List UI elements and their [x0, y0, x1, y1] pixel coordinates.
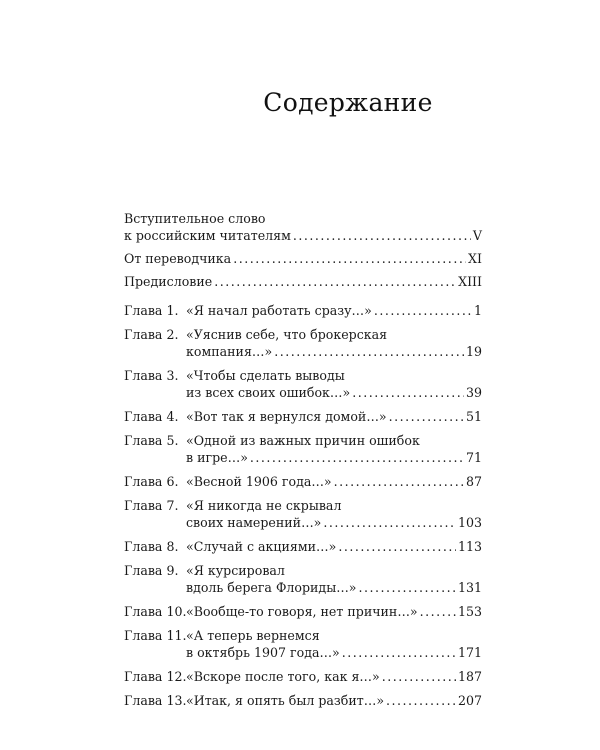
page-number: 87 [465, 474, 482, 489]
front-matter-line [124, 250, 482, 267]
chapter-title-text: вдоль берега Флориды…» [186, 580, 357, 595]
front-matter-title-text: Предисловие [124, 274, 213, 289]
chapter-line [124, 514, 482, 531]
chapter-title-text: «Я курсировал [186, 563, 285, 578]
chapter-title-text: компания…» [186, 344, 273, 359]
page-number: 207 [457, 693, 482, 708]
chapter-label: Глава 6. [124, 474, 179, 489]
chapter-label: Глава 12. [124, 669, 187, 684]
chapter-label: Глава 9. [124, 563, 179, 578]
chapter-title-text: «Я никогда не скрывал [186, 498, 342, 513]
chapter-title-text: «Чтобы сделать выводы [186, 368, 345, 383]
chapter-label: Глава 11. [124, 628, 187, 643]
chapter-label: Глава 5. [124, 433, 179, 448]
leader-dots [274, 343, 464, 360]
front-matter-entry[interactable] [124, 273, 482, 290]
page-number: 71 [465, 450, 482, 465]
front-matter-line [124, 273, 482, 290]
front-matter-entry[interactable] [124, 250, 482, 267]
page-title: Содержание [263, 88, 433, 117]
leader-dots [352, 384, 464, 401]
front-matter-title-text: От переводчика [124, 251, 232, 266]
leader-dots [420, 603, 456, 620]
chapter-entry[interactable] [124, 538, 482, 555]
chapter-title-text: «Вскоре после того, как я…» [186, 669, 380, 684]
front-matter-title-text: к российским читателям [124, 228, 291, 243]
chapter-line [124, 343, 482, 360]
leader-dots [214, 273, 456, 290]
leader-dots [359, 579, 456, 596]
chapter-list [124, 302, 482, 716]
chapter-title-text: в игре…» [186, 450, 248, 465]
page-number: 19 [465, 344, 482, 359]
chapter-title-text: «Уяснив себе, что брокерская [186, 327, 388, 342]
leader-dots [334, 473, 464, 490]
page-number: 103 [457, 515, 482, 530]
leader-dots [233, 250, 466, 267]
leader-dots [342, 644, 456, 661]
chapter-entry[interactable] [124, 302, 482, 319]
chapter-entry[interactable] [124, 326, 482, 360]
leader-dots [323, 514, 456, 531]
chapter-entry[interactable] [124, 408, 482, 425]
chapter-entry[interactable] [124, 497, 482, 531]
chapter-entry[interactable] [124, 603, 482, 620]
page-number: 51 [465, 409, 482, 424]
chapter-label: Глава 1. [124, 303, 179, 318]
leader-dots [338, 538, 456, 555]
chapter-entry[interactable] [124, 473, 482, 490]
chapter-entry[interactable] [124, 367, 482, 401]
chapter-title-text: в октябрь 1907 года…» [186, 645, 340, 660]
chapter-title-text: «А теперь вернемся [186, 628, 320, 643]
chapter-title-text: «Я начал работать сразу…» [186, 303, 372, 318]
chapter-title-text: из всех своих ошибок…» [186, 385, 351, 400]
chapter-line [124, 579, 482, 596]
chapter-line [124, 384, 482, 401]
chapter-label: Глава 3. [124, 368, 179, 383]
page-number: 113 [457, 539, 482, 554]
leader-dots [250, 449, 464, 466]
page-number: XIII [458, 274, 482, 289]
chapter-label: Глава 7. [124, 498, 179, 513]
page-number: 187 [457, 669, 482, 684]
chapter-title-text: «Вообще-то говоря, нет причин…» [186, 604, 418, 619]
chapter-title-text: «Случай с акциями…» [186, 539, 337, 554]
front-matter-entry[interactable] [124, 210, 482, 244]
front-matter-line [124, 210, 482, 227]
chapter-line [124, 449, 482, 466]
chapter-label: Глава 10. [124, 604, 187, 619]
front-matter-title-text: Вступительное слово [124, 211, 266, 226]
chapter-line [124, 644, 482, 661]
chapter-entry[interactable] [124, 668, 482, 685]
chapter-entry[interactable] [124, 627, 482, 661]
chapter-label: Глава 2. [124, 327, 179, 342]
page-number: V [472, 228, 482, 243]
page-number: 39 [465, 385, 482, 400]
page-number: 171 [457, 645, 482, 660]
front-matter-line [124, 227, 482, 244]
chapter-title-text: «Весной 1906 года…» [186, 474, 332, 489]
front-matter-list [124, 210, 482, 296]
chapter-title-text: своих намерений…» [186, 515, 322, 530]
leader-dots [374, 302, 472, 319]
leader-dots [389, 408, 464, 425]
page-number: 1 [473, 303, 482, 318]
chapter-entry[interactable] [124, 692, 482, 709]
chapter-title-text: «Одной из важных причин ошибок [186, 433, 420, 448]
chapter-title-text: «Итак, я опять был разбит…» [186, 693, 385, 708]
chapter-label: Глава 4. [124, 409, 179, 424]
page-number: 153 [457, 604, 482, 619]
chapter-entry[interactable] [124, 432, 482, 466]
page-number: 131 [457, 580, 482, 595]
chapter-title-text: «Вот так я вернулся домой…» [186, 409, 387, 424]
leader-dots [382, 668, 456, 685]
leader-dots [386, 692, 456, 709]
leader-dots [293, 227, 471, 244]
chapter-label: Глава 8. [124, 539, 179, 554]
chapter-entry[interactable] [124, 562, 482, 596]
chapter-label: Глава 13. [124, 693, 187, 708]
page-number: XI [468, 251, 482, 266]
